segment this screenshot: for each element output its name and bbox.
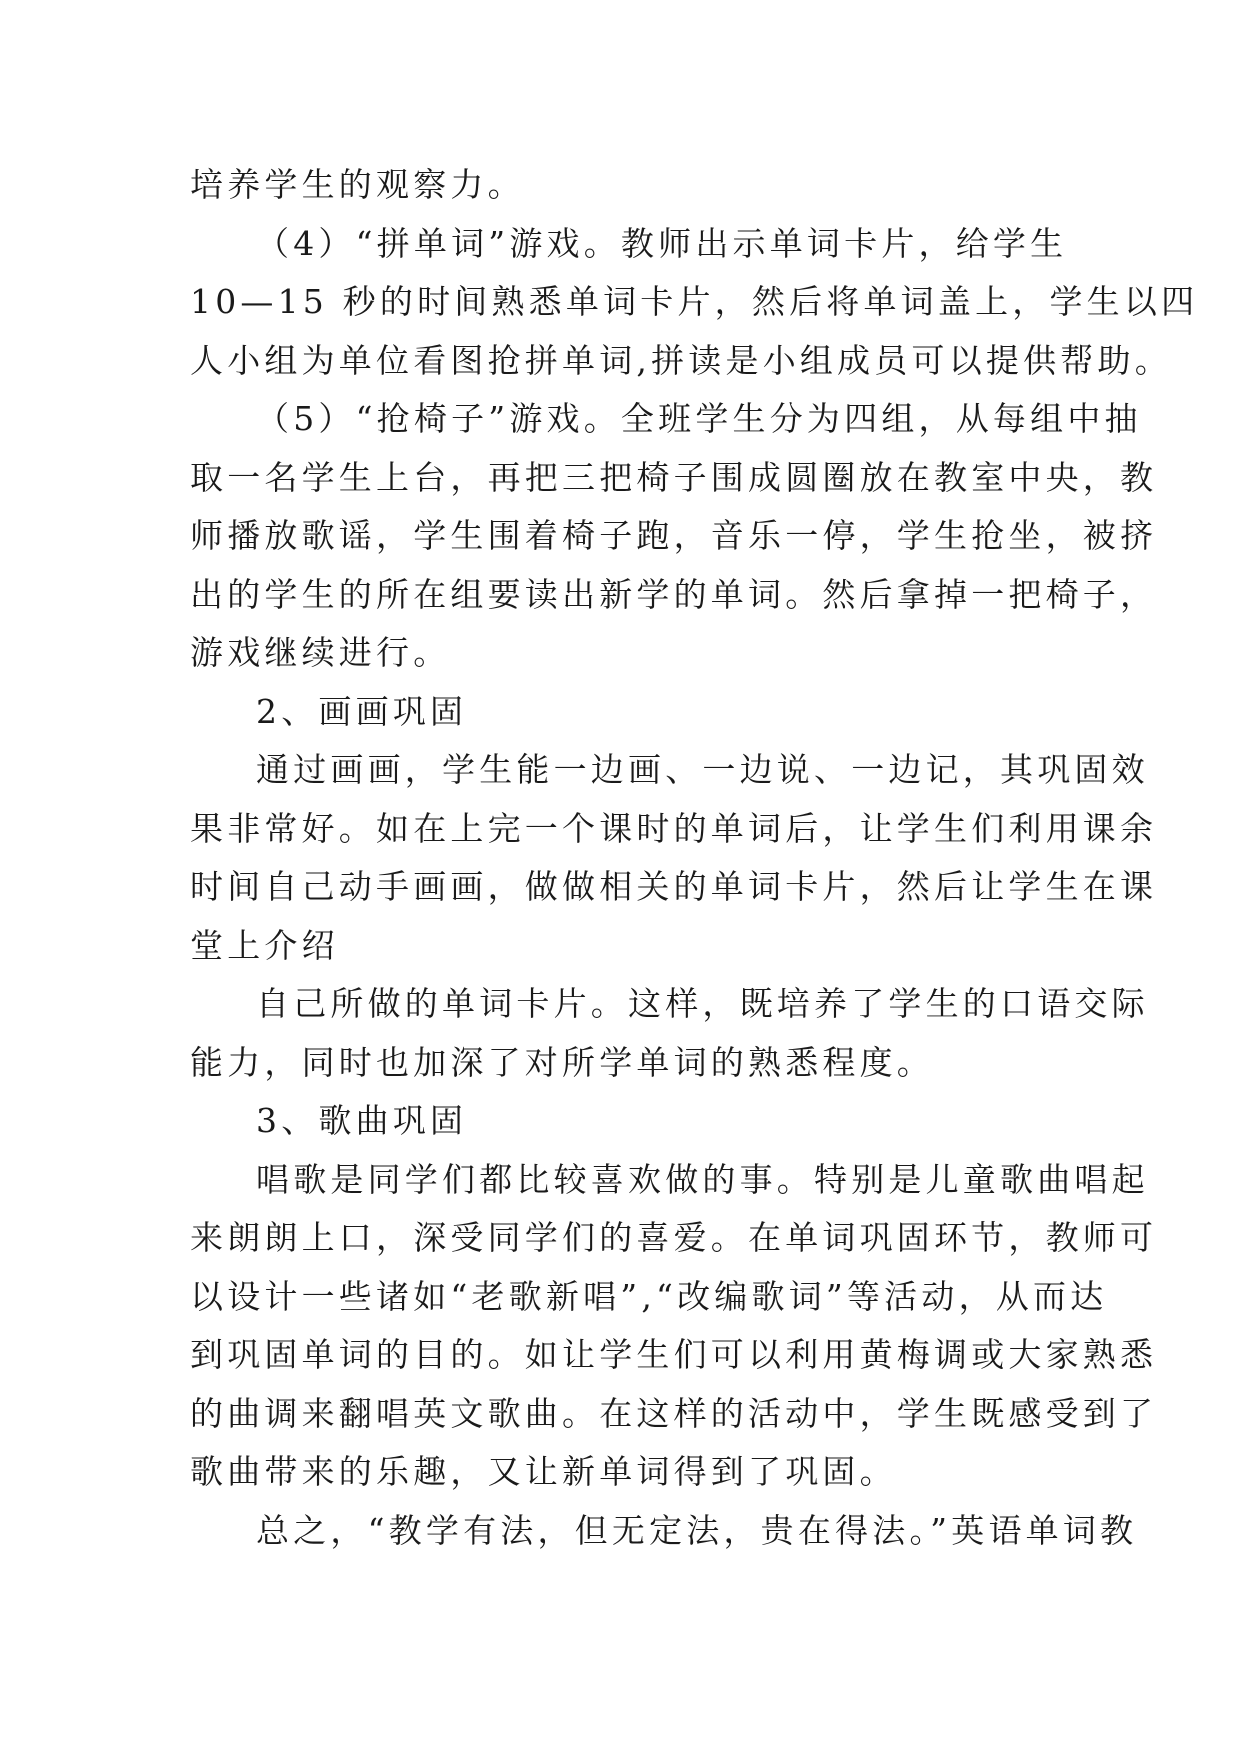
- text-line: 总之，“教学有法，但无定法，贵在得法。”英语单词教: [256, 1510, 1138, 1550]
- text-line: 培养学生的观察力。: [190, 165, 525, 204]
- text-line: 来朗朗上口，深受同学们的喜爱。在单词巩固环节，教师可: [190, 1218, 1158, 1257]
- text-line: 10—15 秒的时间熟悉单词卡片，然后将单词盖上，学生以四: [190, 282, 1199, 321]
- section-heading: 2、画画巩固: [256, 691, 468, 731]
- text-line: 人小组为单位看图抢拼单词,拼读是小组成员可以提供帮助。: [190, 340, 1172, 380]
- text-line: 的曲调来翻唱英文歌曲。在这样的活动中，学生既感受到了: [190, 1393, 1158, 1433]
- text-line: 以设计一些诸如“老歌新唱”,“改编歌词”等活动，从而达: [190, 1276, 1108, 1316]
- text-line: 游戏继续进行。: [190, 633, 451, 672]
- text-line: 果非常好。如在上完一个课时的单词后，让学生们利用课余: [190, 808, 1158, 848]
- text-line: 歌曲带来的乐趣，又让新单词得到了巩固。: [190, 1452, 897, 1491]
- text-line: 通过画画，学生能一边画、一边说、一边记，其巩固效: [256, 750, 1149, 789]
- text-line: 师播放歌谣，学生围着椅子跑，音乐一停，学生抢坐，被挤: [190, 516, 1158, 555]
- section-heading: 3、歌曲巩固: [256, 1101, 468, 1140]
- text-line: 能力，同时也加深了对所学单词的熟悉程度。: [190, 1042, 934, 1082]
- body-text: [190, 156, 1199, 1560]
- text-line: （5）“抢椅子”游戏。全班学生分为四组，从每组中抽: [256, 399, 1142, 438]
- text-line: 到巩固单词的目的。如让学生们可以利用黄梅调或大家熟悉: [190, 1335, 1158, 1374]
- text-line: 堂上介绍: [190, 925, 339, 965]
- text-line: 时间自己动手画画，做做相关的单词卡片，然后让学生在课: [190, 867, 1158, 906]
- text-line: 取一名学生上台，再把三把椅子围成圆圈放在教室中央，教: [190, 457, 1158, 497]
- text-line: 出的学生的所在组要读出新学的单词。然后拿掉一把椅子，: [190, 574, 1158, 614]
- text-line: 唱歌是同学们都比较喜欢做的事。特别是儿童歌曲唱起: [256, 1159, 1149, 1199]
- text-line: 自己所做的单词卡片。这样，既培养了学生的口语交际: [256, 984, 1149, 1023]
- text-line: （4）“拼单词”游戏。教师出示单词卡片，给学生: [256, 223, 1068, 263]
